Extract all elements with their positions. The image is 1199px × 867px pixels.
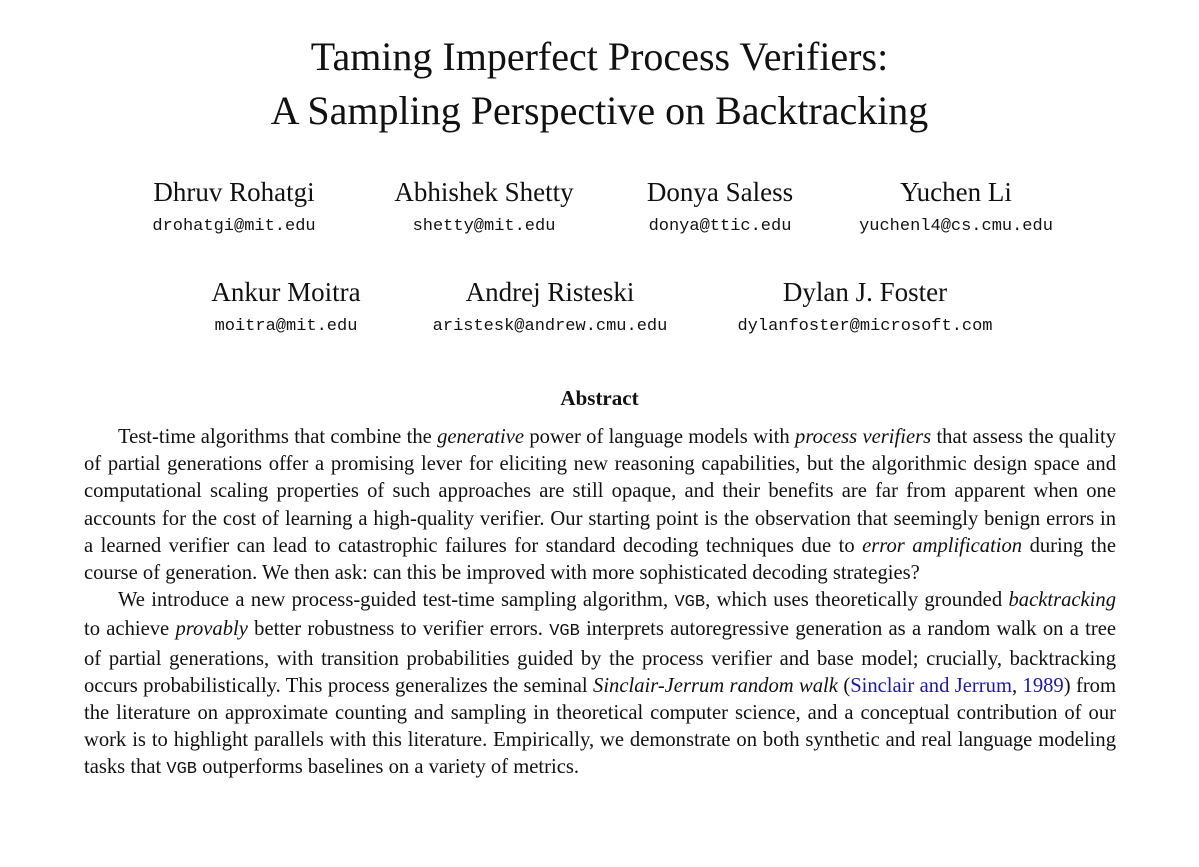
- text-span: power of language models with: [524, 426, 796, 448]
- author-email[interactable]: shetty@mit.edu: [412, 217, 556, 236]
- emphasis-provably: provably: [175, 618, 248, 641]
- author-email[interactable]: moitra@mit.edu: [214, 317, 358, 336]
- author-name: Abhishek Shetty: [394, 177, 574, 207]
- author-block: [846, 176, 1066, 238]
- abstract-paragraph-2: [84, 587, 1116, 783]
- emphasis-generative: generative: [437, 426, 525, 448]
- emphasis-process-verifiers: process verifiers: [795, 426, 932, 448]
- emphasis-sinclair-jerrum: Sinclair-Jerrum random walk: [593, 674, 838, 697]
- text-span: ) from the literature on approximate counting and sampling in theoretical computer science, and a conceptual contribution of our work is to highlight parallels with this literature. Empirically, we demonstrate on both synthetic and real language modeling tasks that: [84, 674, 1116, 779]
- abstract-body: [84, 424, 1116, 784]
- text-span: interprets autoregressive generation as a random walk on a tree of partial generations, with transition probabilities guided by the process verifier and base model; crucially, backtracking occurs probabilistically. This process generalizes the seminal: [84, 618, 1116, 697]
- emphasis-error-amplification: error amplification: [862, 534, 1023, 557]
- text-span: better robustness to verifier errors.: [247, 618, 550, 641]
- author-email[interactable]: dylanfoster@microsoft.com: [737, 317, 993, 336]
- author-name: Andrej Risteski: [465, 277, 635, 307]
- citation-link-authors[interactable]: Sinclair and Jerrum: [850, 674, 1012, 697]
- author-block: [134, 176, 334, 238]
- author-email[interactable]: donya@ttic.edu: [648, 217, 792, 236]
- algorithm-name-vgb: VGB: [674, 593, 706, 613]
- abstract-paragraph-1: [84, 424, 1116, 587]
- author-block: [410, 276, 690, 338]
- text-span: Test-time algorithms that combine the: [118, 426, 438, 448]
- author-name: Dylan J. Foster: [782, 277, 948, 307]
- algorithm-name-vgb: VGB: [549, 622, 580, 642]
- author-name: Ankur Moitra: [211, 277, 361, 307]
- author-name: Yuchen Li: [900, 177, 1012, 207]
- text-span: that assess the quality of partial generations offer a promising lever for eliciting new reasoning capabilities, but the algorithmic design space and computational scaling properties of such approaches are still opaque, and their benefits are far from apparent when one accounts for the cost of learning a high-quality verifier. Our starting point is the observation that seemingly benign errors in a learned verifier can lead to catastrophic failures for standard decoding techniques due to: [84, 426, 1116, 557]
- citation-link-year[interactable]: 1989: [1022, 674, 1064, 697]
- text-span: during the course of generation. We then ask: can this be improved with more sophisticated decoding strategies?: [84, 534, 1116, 585]
- author-block: [369, 176, 599, 238]
- text-span: , which uses theoretically grounded: [705, 589, 1009, 612]
- text-span: We introduce a new process-guided test-time sampling algorithm,: [118, 589, 675, 612]
- author-email[interactable]: aristesk@andrew.cmu.edu: [432, 317, 668, 336]
- author-name: Dhruv Rohatgi: [153, 177, 315, 207]
- paper-title: [0, 30, 1199, 138]
- text-span: (: [837, 674, 851, 697]
- abstract-heading: Abstract: [560, 386, 639, 410]
- author-block: [715, 276, 1015, 338]
- author-block: [186, 276, 386, 338]
- text-span: to achieve: [84, 618, 176, 641]
- author-email[interactable]: drohatgi@mit.edu: [152, 217, 316, 236]
- algorithm-name-vgb: VGB: [166, 760, 197, 780]
- title-line-2: A Sampling Perspective on Backtracking: [270, 88, 929, 133]
- author-email[interactable]: yuchenl4@cs.cmu.edu: [859, 217, 1053, 236]
- text-span: ,: [1011, 674, 1023, 697]
- author-block: [620, 176, 820, 238]
- title-line-1: Taming Imperfect Process Verifiers:: [310, 34, 889, 79]
- text-span: outperforms baselines on a variety of metrics.: [196, 756, 579, 779]
- emphasis-backtracking: backtracking: [1008, 589, 1116, 612]
- author-name: Donya Saless: [646, 177, 794, 207]
